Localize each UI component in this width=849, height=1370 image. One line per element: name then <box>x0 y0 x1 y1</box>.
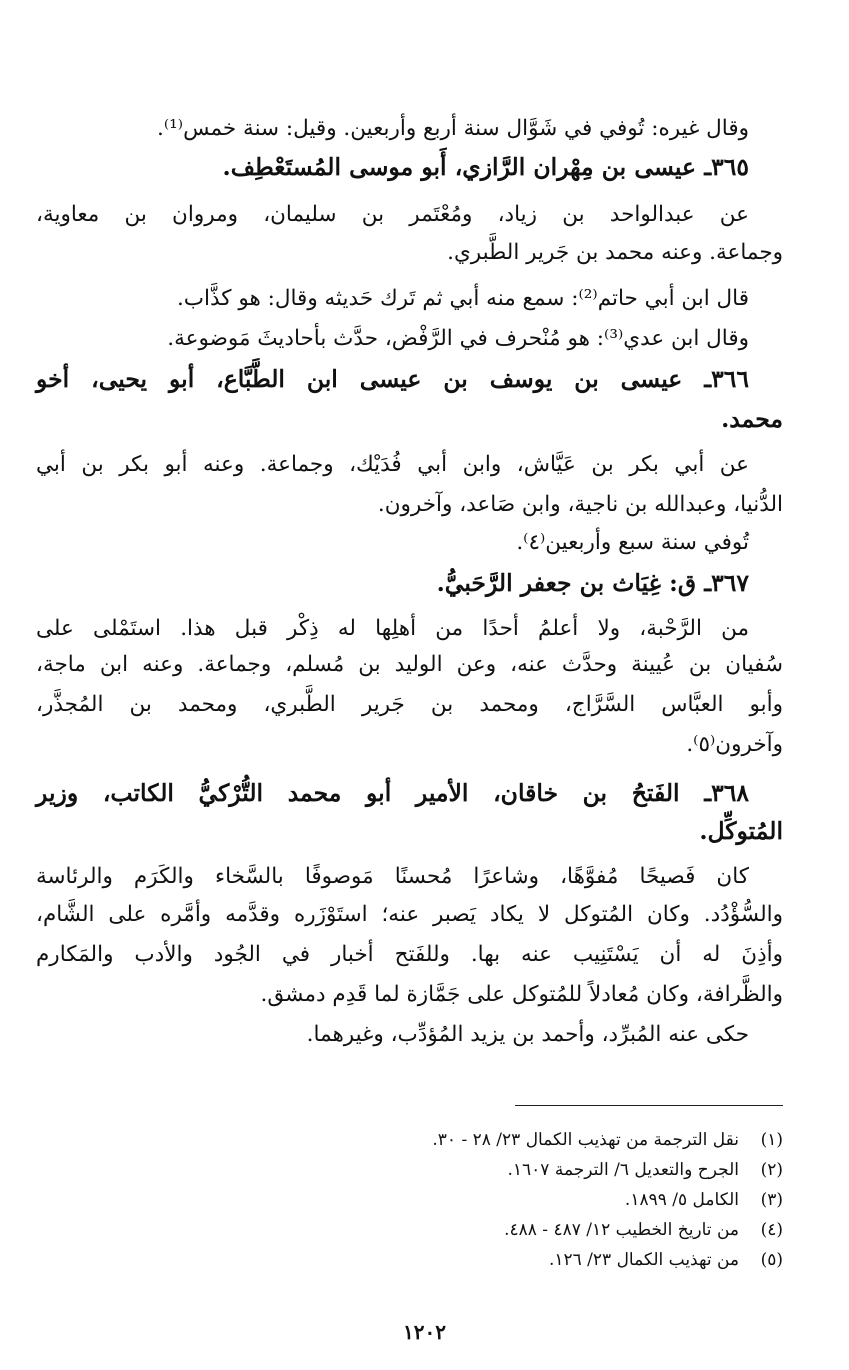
text-line: وأبو العبَّاس السَّرَّاج، ومحمد بن جَرير الطَّبري، ومحمد بن المُجذَّر، <box>36 692 783 717</box>
text-line: سُفيان بن عُيينة وحدَّث عنه، وعن الوليد بن مُسلم، وجماعة. وعنه ابن ماجة، <box>36 652 783 677</box>
footnote-divider <box>515 1105 783 1106</box>
footnote-text: الكامل ٥/ ١٨٩٩. <box>624 1190 739 1210</box>
text-line: الدُّنيا، وعبدالله بن ناجية، وابن صَاعد، وآخرون. <box>377 492 783 517</box>
entry-heading-line: محمد. <box>721 405 783 433</box>
text-line: قال ابن أبي حاتم⁽²⁾: سمع منه أبي ثم تَرك حَديثه وقال: هو كذَّاب. <box>176 286 749 311</box>
text-line: وقال غيره: تُوفي في شَوَّال سنة أربع وأربعين. وقيل: سنة خمس⁽¹⁾. <box>157 116 749 141</box>
text-line: من الرَّحْبة، ولا أعلمُ أحدًا من أهلِها له ذِكْر قبل هذا. استَمْلى على <box>36 616 749 641</box>
footnote-number: (١) <box>760 1130 783 1150</box>
footnote-number: (٣) <box>760 1190 783 1210</box>
footnote-text: من تهذيب الكمال ٢٣/ ١٢٦. <box>548 1250 739 1270</box>
text-line: عن عبدالواحد بن زياد، ومُعْتَمر بن سليمان، ومروان بن معاوية، <box>36 202 749 227</box>
text-line: وقال ابن عدي⁽³⁾: هو مُنْحرف في الرَّفْض، حدَّث بأحاديثَ مَوضوعة. <box>167 326 749 351</box>
footnote <box>60 1218 783 1242</box>
footnote-number: (٤) <box>760 1220 783 1240</box>
footnote <box>60 1188 783 1212</box>
text-line: عن أبي بكر بن عَيَّاش، وابن أبي فُدَيْك، وجماعة. وعنه أبو بكر بن أبي <box>36 452 749 477</box>
text-line: وجماعة. وعنه محمد بن جَرير الطَّبري. <box>447 240 783 265</box>
text-line: وآخرون⁽٥⁾. <box>686 732 783 757</box>
footnote-text: الجرح والتعديل ٦/ الترجمة ١٦٠٧. <box>507 1160 739 1180</box>
entry-heading-line: ٣٦٧ـ ق: غِيَاث بن جعفر الرَّحَبيُّ. <box>436 569 749 597</box>
footnote-number: (٢) <box>760 1160 783 1180</box>
footnote-text: نقل الترجمة من تهذيب الكمال ٢٣/ ٢٨ - ٣٠. <box>432 1130 739 1150</box>
text-line: تُوفي سنة سبع وأربعين⁽٤⁾. <box>516 530 749 555</box>
footnote <box>60 1248 783 1272</box>
text-line: وأذِنَ له أن يَسْتَنِيب عنه بها. وللفَتح أخبار في الجُود والأدب والمَكارم <box>36 942 783 967</box>
text-line: والسُّؤْدُد. وكان المُتوكل لا يكاد يَصبر عنه؛ استَوْزَره وقدَّمه وأمَّره على الشَّام، <box>36 902 783 927</box>
footnote-text: من تاريخ الخطيب ١٢/ ٤٨٧ - ٤٨٨. <box>504 1220 739 1240</box>
footnote-number: (٥) <box>760 1250 783 1270</box>
entry-heading-line: ٣٦٨ـ الفَتحُ بن خاقان، الأمير أبو محمد التُّرْكيُّ الكاتب، وزير <box>36 779 749 807</box>
footnote <box>60 1158 783 1182</box>
footnote <box>60 1128 783 1152</box>
text-line: حكى عنه المُبرِّد، وأحمد بن يزيد المُؤدِّب، وغيرهما. <box>306 1022 749 1047</box>
entry-heading-line: ٣٦٦ـ عيسى بن يوسف بن عيسى ابن الطَّبَّاع، أبو يحيى، أخو <box>36 365 749 393</box>
entry-heading-line: المُتوكِّل. <box>699 817 783 845</box>
text-line: والظَّرافة، وكان مُعادلاً للمُتوكل على جَمَّازة لما قَدِم دمشق. <box>260 982 783 1007</box>
page-number: ١٢٠٢ <box>403 1320 446 1344</box>
text-line: كان فَصيحًا مُفوَّهًا، وشاعرًا مُحسنًا مَوصوفًا بالسَّخاء والكَرَم والرئاسة <box>36 864 749 889</box>
entry-heading-line: ٣٦٥ـ عيسى بن مِهْران الرَّازي، أَبو موسى المُستَعْطِف. <box>222 153 749 181</box>
